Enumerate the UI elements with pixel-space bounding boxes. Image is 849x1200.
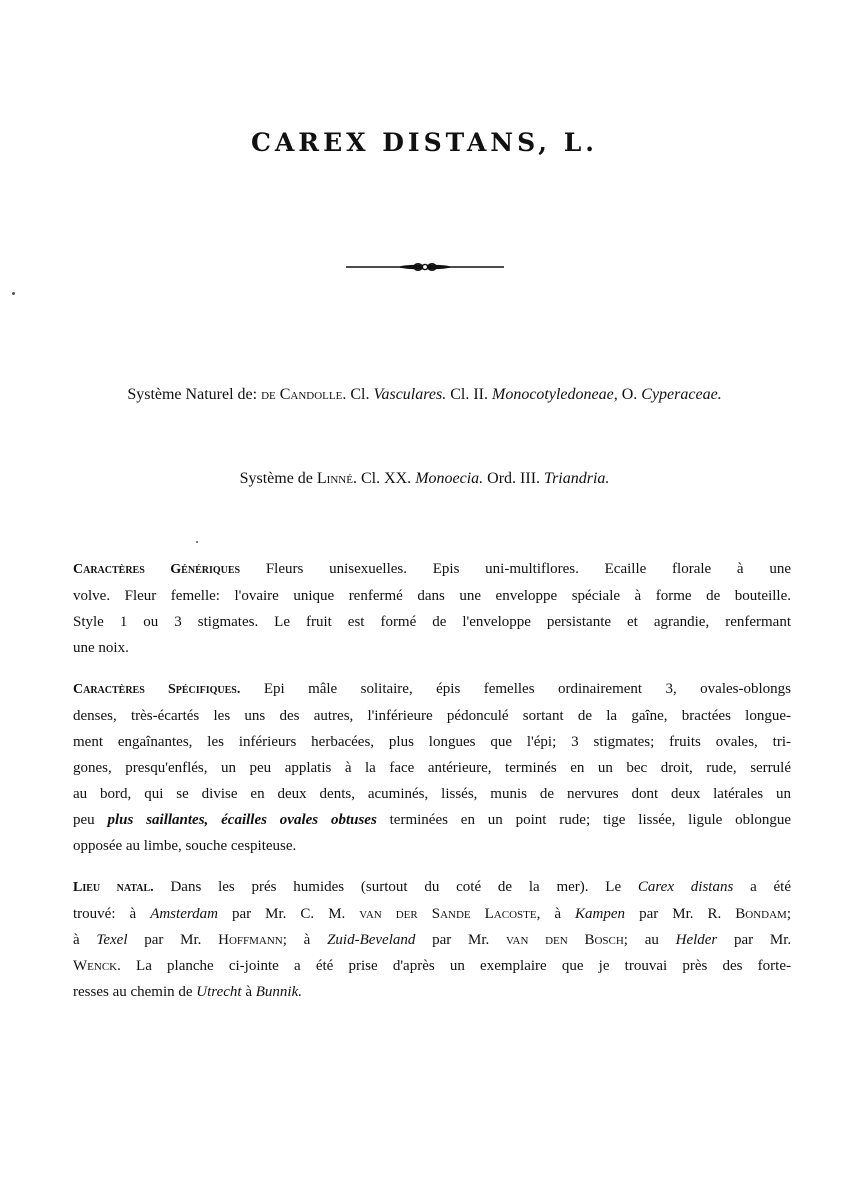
generic-line-4: une noix.: [73, 640, 129, 656]
name-wenck: Wenck.: [73, 958, 121, 974]
lieu-natal-heading: Lieu natal.: [73, 880, 154, 895]
lieu-l3-c: à: [303, 932, 311, 948]
specific-line-6-italic-2: écailles ovales obtuses: [221, 812, 377, 828]
lieu-line-3: [73, 927, 791, 953]
specific-line-4: gones, presqu'enflés, un peu applatis à la face antérieure, terminés en un bec droit, rude, serrulé: [73, 760, 791, 776]
linne-class-value: Monoecia.: [415, 470, 484, 487]
systeme-naturel-line: [0, 386, 849, 404]
specific-line-2: denses, très-écartés les uns des autres, l'inférieure pédonculé sortant de la gaîne, bractées longue-: [73, 708, 791, 724]
place-texel: Texel: [96, 932, 128, 948]
caracteres-specifiques-heading: Caractères Spécifiques.: [73, 682, 241, 697]
class-two-label: Cl. II.: [450, 386, 488, 403]
name-bondam: Bondam;: [735, 906, 792, 922]
place-utrecht: Utrecht: [196, 984, 242, 1000]
linne-order-value: Triandria.: [544, 470, 610, 487]
linne-class-label: Cl. XX.: [360, 470, 412, 487]
lieu-l5-a: resses au chemin de: [73, 984, 193, 1000]
caracteres-specifiques-paragraph: [73, 676, 791, 859]
ornament-divider-icon: [346, 259, 504, 275]
class-label: Cl.: [350, 386, 370, 403]
lieu-natal-paragraph: [73, 874, 791, 1005]
order-value: Cyperaceae.: [641, 386, 722, 403]
lieu-l5-b: à: [245, 984, 252, 1000]
lieu-l3-d: par Mr.: [432, 932, 490, 948]
lieu-l3-e: au: [644, 932, 659, 948]
specific-line-5: au bord, qui se divise en deux dents, acuminés, lissés, munis de nervures dont deux latérales un: [73, 786, 791, 802]
specific-line-6-italic-1: plus saillantes,: [107, 812, 209, 828]
lieu-l3-f: par Mr.: [734, 932, 792, 948]
lieu-l2-a: trouvé: à: [73, 906, 137, 922]
specific-line-7: opposée au limbe, souche cespiteuse.: [73, 838, 297, 854]
linne-order-label: Ord. III.: [487, 470, 541, 487]
lieu-line-1: [73, 874, 791, 901]
lieu-line-4: [73, 953, 791, 979]
specific-line-6-start: peu: [73, 812, 95, 828]
name-van-den-bosch: van den Bosch;: [505, 932, 628, 948]
order-label: O.: [621, 386, 638, 403]
systeme-naturel-prefix: Système Naturel de:: [127, 386, 258, 403]
lieu-l2-d: par Mr. R.: [639, 906, 722, 922]
lieu-l2-b: par Mr. C. M.: [231, 906, 346, 922]
place-zuid-beveland: Zuid-Beveland: [327, 932, 416, 948]
specific-line-6-end: terminées en un point rude; tige lissée, ligule oblongue: [389, 812, 792, 828]
place-helder: Helder: [675, 932, 718, 948]
generic-text-1: Fleurs unisexuelles. Epis uni-multiflores. Ecaille florale à une: [265, 561, 791, 577]
page-title: CAREX DISTANS, L.: [251, 128, 598, 157]
caracteres-generiques-paragraph: [73, 556, 791, 661]
generic-line-2: volve. Fleur femelle: l'ovaire unique renfermé dans une enveloppe spéciale à forme de bouteille.: [73, 588, 791, 604]
lieu-text-4: La planche ci-jointe a été prise d'après un exemplaire que je trouvai près des forte-: [136, 958, 791, 974]
name-hoffmann: Hoffmann;: [218, 932, 287, 948]
lieu-line-2: [73, 901, 791, 927]
generic-line-3: Style 1 ou 3 stigmates. Le fruit est formé de l'enveloppe persistante et agrandie, renfermant: [73, 614, 791, 630]
lieu-l3-a: à: [73, 932, 80, 948]
caracteres-generiques-heading: Caractères Génériques: [73, 562, 241, 577]
specific-text-1: Epi mâle solitaire, épis femelles ordinairement 3, ovales-oblongs: [263, 681, 792, 697]
lieu-text-1: Dans les prés humides (surtout du coté de la mer). Le: [170, 879, 622, 895]
class-value: Vasculares.: [373, 386, 447, 403]
paper-speck: [12, 292, 15, 295]
class-two-value: Monocotyledoneae,: [491, 386, 618, 403]
lieu-l2-c: à: [554, 906, 562, 922]
specific-line-6: [73, 807, 791, 833]
lieu-line-5: [73, 979, 791, 1005]
specific-line-3: ment engaînantes, les inférieurs herbacées, plus longues que l'épi; 3 stigmates; fruits ovales, tri-: [73, 734, 791, 750]
systeme-linne-line: [0, 470, 849, 488]
author-de-candolle: de Candolle.: [261, 386, 347, 403]
lieu-text-1-end: a été: [750, 879, 791, 895]
lieu-species-name: Carex distans: [637, 879, 734, 895]
place-bunnik: Bunnik.: [255, 984, 302, 1000]
specific-line-1: [73, 676, 791, 703]
paper-speck: [196, 541, 198, 543]
systeme-linne-prefix: Système de: [239, 470, 313, 487]
lieu-l3-b: par Mr.: [144, 932, 202, 948]
name-van-der-sande-lacoste: van der Sande Lacoste,: [359, 906, 541, 922]
place-amsterdam: Amsterdam: [150, 906, 218, 922]
author-linne: Linné.: [316, 470, 357, 487]
generic-line-1: [73, 556, 791, 583]
place-kampen: Kampen: [575, 906, 626, 922]
